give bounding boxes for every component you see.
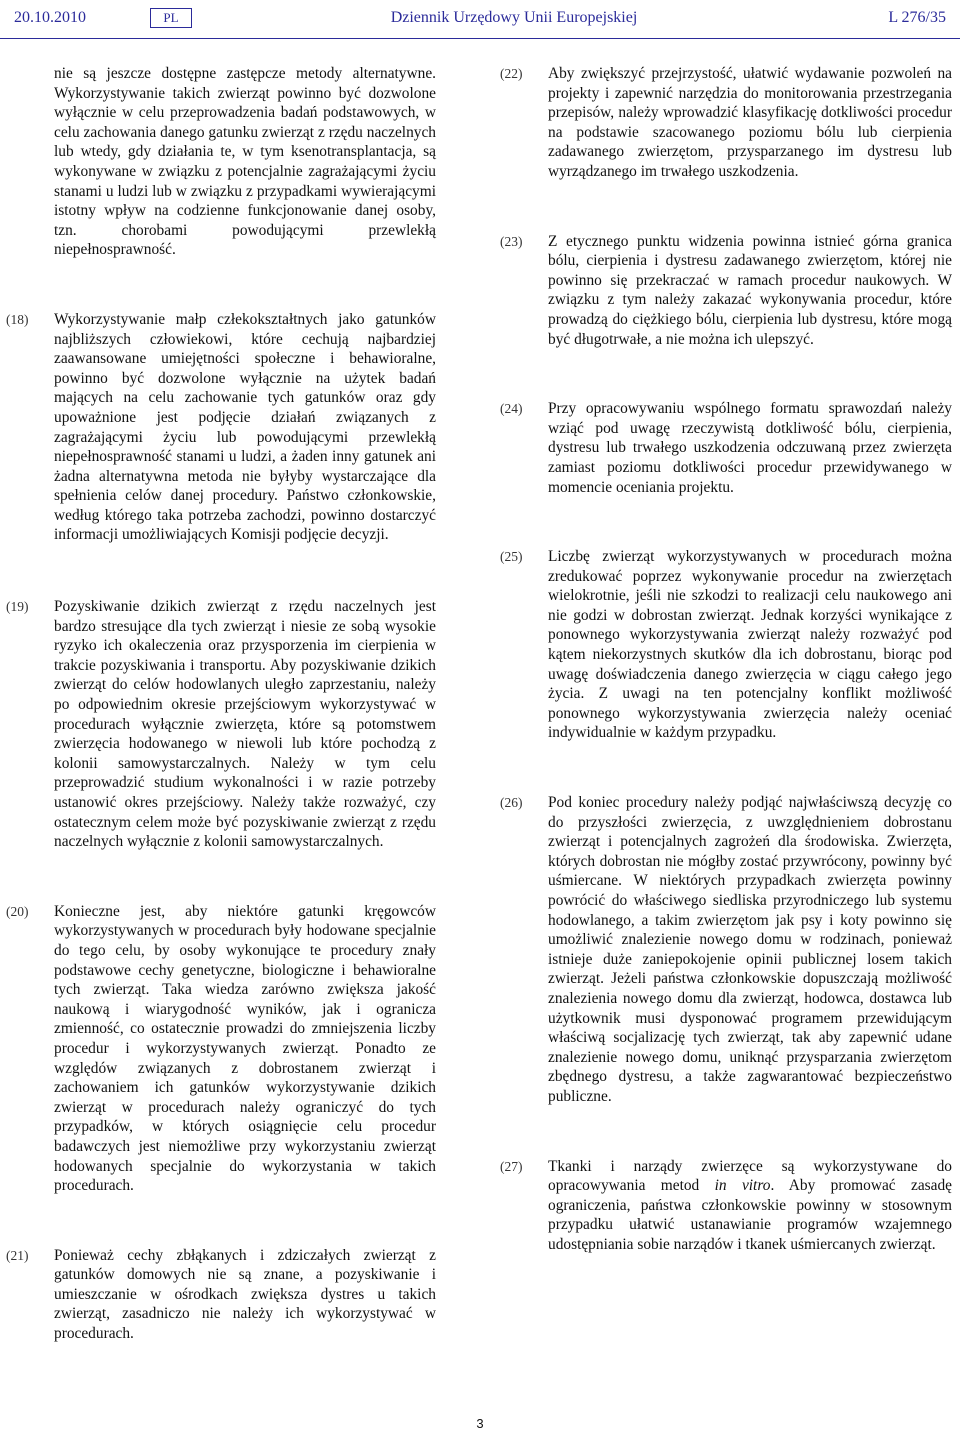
recital-21 (6, 1246, 436, 1344)
recital-number: (19) (6, 599, 29, 615)
recital-text: Liczbę zwierząt wykorzystywanych w procedurach można zredukować poprzez wykonywanie procedur na zwierzętach wielokrotnie, jeśli nie szkodzi to realizacji celu naukowego ani nie godzi w dobrostan zwierząt. Jednak korzyści wynikające z ponownego wykorzystywania zwierząt należy rozważyć pod kątem niekorzystnych skutków dla ich dobrostanu, biorąc pod uwagę doświadczenia danego zwierzęcia w ciągu całego jego życia. Z uwagi na ten potencjalny konflikt możliwość ponownego wykorzystywania zwierzęcia należy oceniać indywidualnie w każdym przypadku. (548, 548, 952, 742)
recital-text: Aby zwiększyć przejrzystość, ułatwić wydawanie pozwoleń na projekty i zapewnić narzędzia do monitorowania przestrzegania przepisów, należy wprowadzić klasyfikację dotkliwości procedur na podstawie szacowanego poziomu bólu lub cierpienia zadawanego zwierzętom, przysparzanego im dystresu lub wyrządzanego im trwałego uszkodzenia. (548, 65, 952, 180)
recital-number: (22) (500, 66, 523, 81)
publication-date: 20.10.2010 (14, 9, 86, 26)
recital-number: (26) (500, 795, 523, 811)
recital-text: Przy opracowywaniu wspólnego formatu sprawozdań należy wziąć pod uwagę rzeczywistą dotkliwość bólu, cierpienia, dystresu lub trwałego uszkodzenia odczuwaną przez zwierzęta zamiast poziomu dotkliwości procedur przewidywanego w momencie oceniania projektu. (548, 400, 952, 496)
recital-text: Konieczne jest, aby niektóre gatunki kręgowców wykorzystywanych w procedurach były hodowane specjalnie do tego celu, by osoby wykonujące te procedury znały podstawowe cechy genetyczne, biologiczne i behawioralne tych zwierząt. Taka wiedza zarówno zwiększa jakość naukową i wiarygodność wyników, jak i ogranicza zmienność, co ostatecznie prowadzi do zmniejszenia liczby procedur i wykorzystywanych zwierząt. Ponadto ze względów związanych z dobrostanem zwierząt i zachowaniem ich gatunków wykorzystywanie dzikich zwierząt w procedurach należy ograniczyć do tych przypadków, w których osiągnięcie celu procedur badawczych jest niemożliwe przy wykorzystaniu zwierząt hodowanych specjalnie do wykorzystania w takich procedurach. (54, 902, 436, 1195)
journal-title: Dziennik Urzędowy Unii Europejskiej (390, 9, 638, 26)
recital-number: (24) (500, 401, 523, 417)
recital-26 (500, 793, 952, 1107)
recital-text-part: Tkanki i narządy zwierzęce są wykorzystywane do opracowywania metod (548, 1157, 952, 1195)
recital-number: (23) (500, 233, 523, 249)
continued-paragraph: nie są jeszcze dostępne zastępcze metody alternatywne. Wykorzystywanie takich zwierząt powinno być dozwolone wyłącznie w celu przeprowadzenia badań podstawowych, w celu zachowania danego gatunku zwierząt z rzędu naczelnych lub wtedy, gdy działania te, w tym ksenotransplantacja, są wykonywane w związku z potencjalnie zagrażającymi życiu stanami u ludzi lub w związku z przypadkami wywierającymi istotny wpływ na codzienne funkcjonowanie danej osoby, tzn. chorobami powodującymi przewlekłą niepełnosprawność. (54, 65, 436, 259)
recital-text: Wykorzystywanie małp człekokształtnych jako gatunków najbliższych człowiekowi, które cechują najbardziej zaawansowane umiejętności społeczne i behawioralne, powinno być dozwolone wyłącznie na użytek badań mających na celu zachowanie tych gatunków oraz gdy upoważnione jest podjęcie działań związanych z zagrażającymi życiu lub powodującymi przewlekłą niepełnosprawność stanami u ludzi, a żaden inny gatunek ani żadna alternatywna metoda nie byłyby wystarczające dla spełnienia celów danej procedury. Państwo członkowskie, według którego taka potrzeba zachodzi, powinno dostarczyć informacji umożliwiających Komisji podjęcie decyzji. (54, 310, 436, 544)
recital-number: (25) (500, 549, 523, 565)
recital-number: (27) (500, 1158, 523, 1174)
recital-25 (500, 547, 952, 743)
right-column (500, 64, 952, 1255)
recital-text (548, 1157, 952, 1255)
recital-19 (6, 597, 436, 852)
recital-text-part: . Aby promować zasadę ograniczenia, państwa członkowskie powinny w stosownym przypadku ułatwić ustanawianie programów wzajemnego udostępniania sobie narządów i tkanek uśmiercanych zwierząt. (548, 1177, 952, 1253)
left-column (6, 64, 436, 1344)
recital-23 (500, 232, 952, 350)
page-header (14, 0, 946, 36)
recital-18 (6, 310, 436, 545)
recital-text: Pozyskiwanie dzikich zwierząt z rzędu naczelnych jest bardzo stresujące dla tych zwierząt i niesie ze sobą wysokie ryzyko ich okaleczenia oraz przysporzenia im cierpienia w trakcie pozyskiwania i transportu. Aby pozyskiwanie dzikich zwierząt do celów hodowlanych uległo zaprzestaniu, należy po odpowiednim okresie przejściowym wykorzystywać w procedurach wyłącznie zwierzęta, które są potomstwem zwierzęcia hodowanego w niewoli lub które pochodzą z kolonii samowystarczalnych. Należy w tym celu przeprowadzić studium wykonalności i w razie potrzeby ustanowić okres przejściowy. Należy także rozważyć, czy ostatecznym celem może być pozyskiwanie zwierząt z rzędu naczelnych wyłącznie z kolonii samowystarczalnych. (54, 598, 436, 851)
recital-number: (20) (6, 903, 29, 919)
page-reference: L 276/35 (888, 9, 946, 26)
recital-number: (18) (6, 311, 29, 327)
recital-number: (21) (6, 1247, 29, 1263)
page-number: 3 (476, 1416, 484, 1431)
header-divider (0, 38, 960, 39)
recital-22 (500, 64, 952, 182)
recital-27 (500, 1157, 952, 1255)
recital-text: Z etycznego punktu widzenia powinna istnieć górna granica bólu, cierpienia i dystresu zadawanego zwierzętom, której nie powinno się przekraczać w ramach procedur naukowych. W związku z tym należy zakazać wykonywania procedur, które prowadzą do ciężkiego bólu, cierpienia lub dystresu, które mogą być długotrwałe, a nie można ich ulepszyć. (548, 232, 952, 348)
recital-text: Pod koniec procedury należy podjąć najwłaściwszą decyzję co do przyszłości zwierzęcia, z uwzględnieniem dobrostanu zwierząt i potencjalnych zagrożeń dla środowiska. Zwierzęta, których dobrostan nie mógłby zostać przywrócony, powinny być uśmiercane. W niektórych przypadkach zwierzęta powinny powrócić do właściwego siedliska przyrodniczego lub systemu hodowlanego, a takim zwierzętom jak psy i koty powinno się umożliwić znalezienie nowego domu w rodzinach, ponieważ istnieje duże zaniepokojenie opinii publicznej losem takich zwierząt. Jeżeli państwa członkowskie dopuszczają możliwość znalezienia nowego domu dla zwierząt, hodowca, dostawca lub użytkownik musi dysponować programem przewidującym właściwą socjalizację tych zwierząt, tak aby zapewnić udane znalezienie nowego domu, uniknąć przysparzania zwierzętom zbędnego dystresu, a także zagwarantować bezpieczeństwo publiczne. (548, 794, 952, 1105)
recital-text: Ponieważ cechy zbłąkanych i zdziczałych zwierząt z gatunków domowych nie są znane, a pozyskiwanie i umieszczanie w ośrodkach zwiększa dystres u takich zwierząt, zasadniczo nie należy ich wykorzystywać w procedurach. (54, 1246, 436, 1343)
language-badge: PL (150, 8, 192, 28)
recital-24 (500, 399, 952, 497)
italic-term: in vitro (714, 1177, 771, 1195)
recital-20 (6, 902, 436, 1196)
